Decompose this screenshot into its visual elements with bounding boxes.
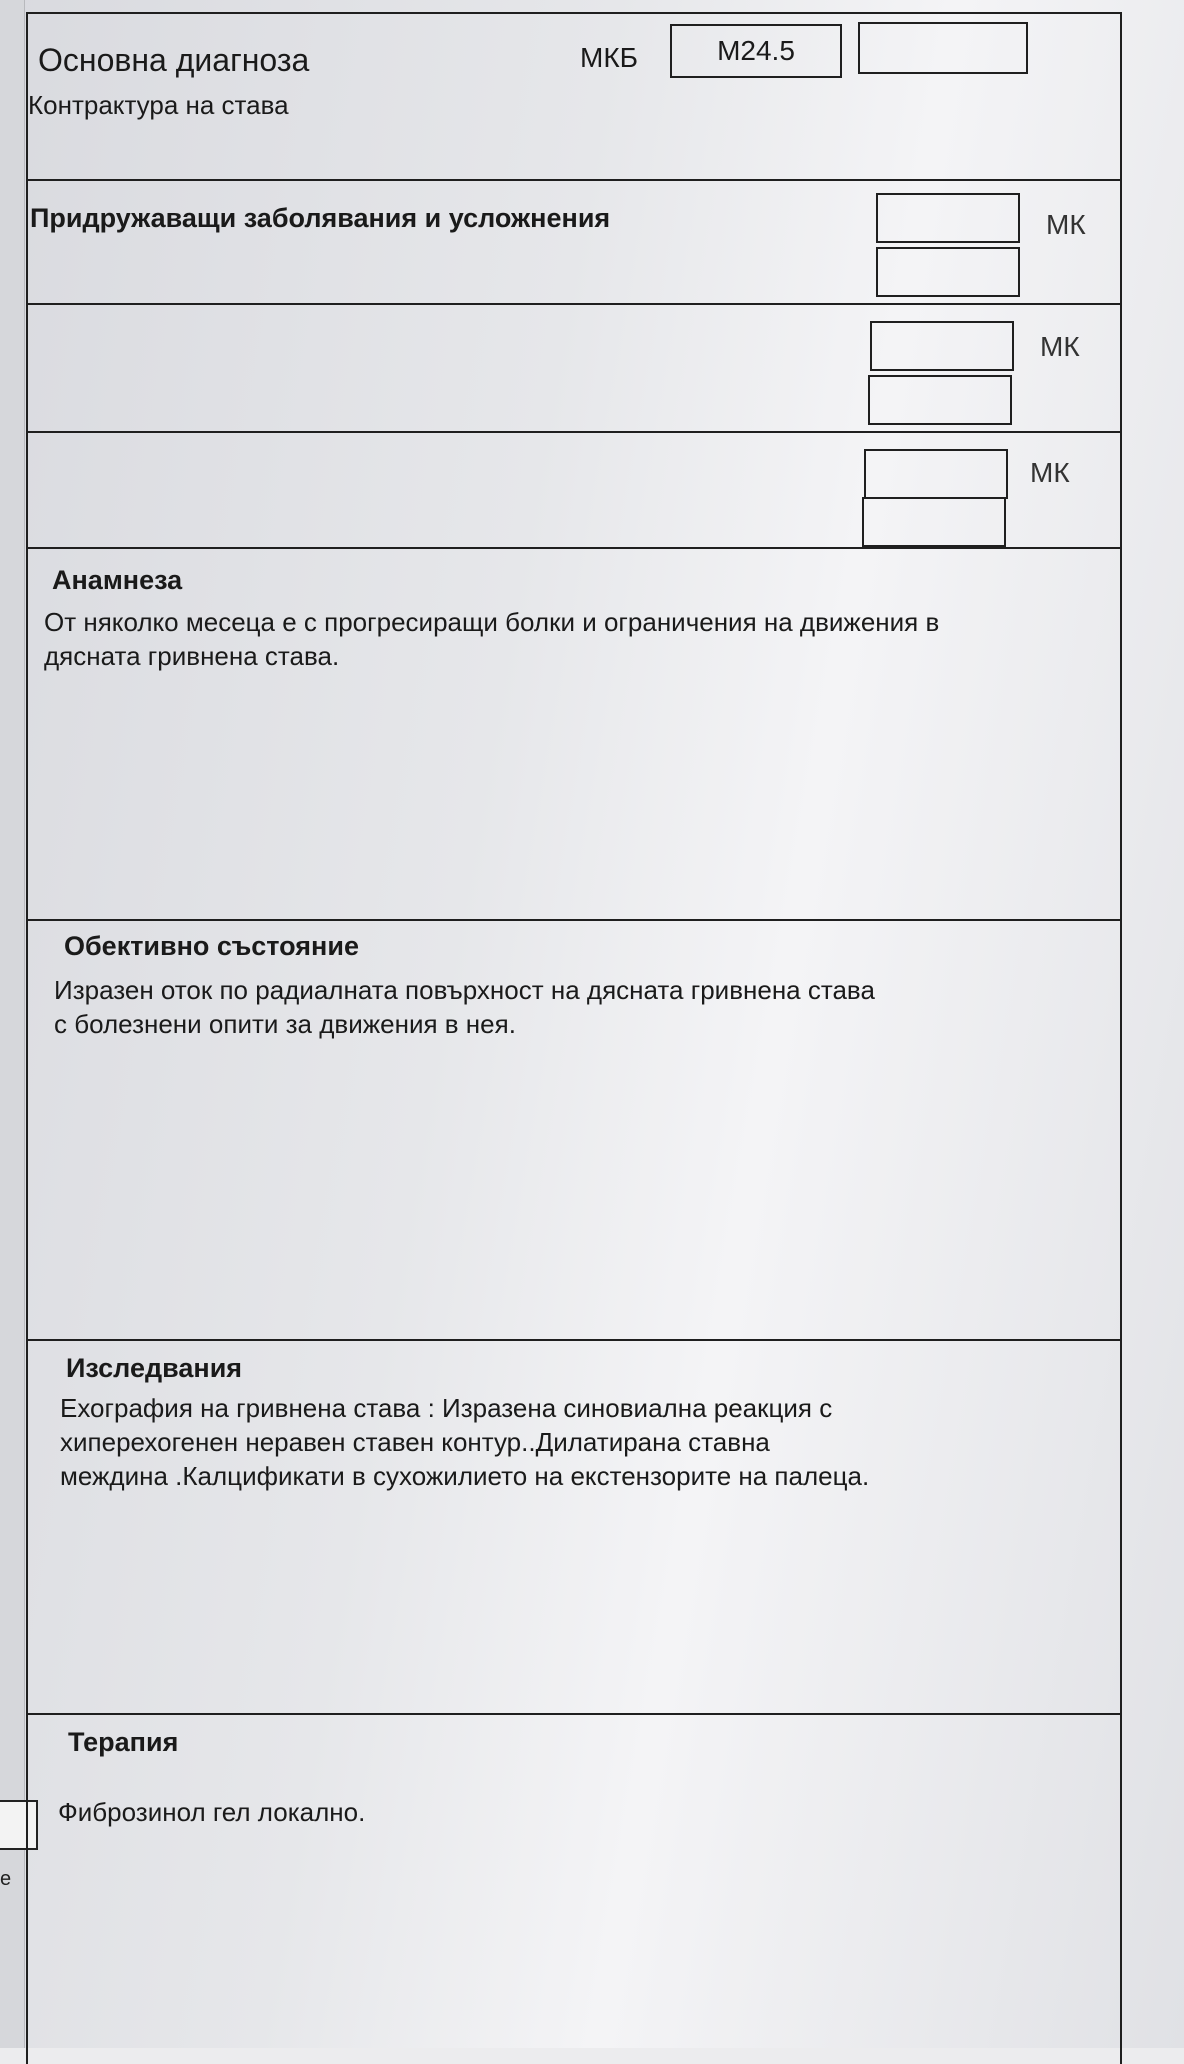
therapy-section [28,1713,1120,2053]
medical-form [26,12,1122,2064]
comorbidity-row-2 [28,303,1120,431]
comorbidities-title: Придружаващи заболявания и усложнения [30,203,611,233]
anamnesis-line: дясната гривнена става. [44,641,340,671]
comorbidity-code-box [876,193,1020,243]
investigations-line: хиперехогенен неравен ставен контур..Дилатирана ставна [60,1427,770,1457]
therapy-title: Терапия [68,1727,179,1757]
investigations-line: междина .Калцификати в сухожилието на екстензорите на палеца. [60,1461,870,1491]
main-diagnosis-text: Контрактура на става [28,90,289,120]
main-diagnosis-section [28,14,1120,179]
anamnesis-text [44,605,1084,673]
mkb-label: МКБ [580,42,639,73]
comorbidity-code-box [876,247,1020,297]
mkb-code-box: M24.5 [670,24,842,78]
main-diagnosis-title: Основна диагноза [38,42,310,78]
comorbidity-code-box [868,375,1012,425]
margin-text-fragment: е [0,1868,12,1890]
mk-label: МК [1046,209,1086,240]
investigations-section [28,1339,1120,1713]
mkb-extra-box [858,22,1028,74]
mk-label: МК [1030,457,1070,488]
therapy-text: Фиброзинол гел локално. [58,1797,366,1827]
comorbidity-code-box [870,321,1014,371]
investigations-line: Ехография на гривнена става : Изразена синовиална реакция с [60,1393,833,1423]
comorbidity-row-1 [28,179,1120,303]
previous-page-edge [0,0,25,2048]
anamnesis-line: От няколко месеца е с прогресиращи болки и ограничения на движения в [44,607,940,637]
anamnesis-title: Анамнеза [52,565,183,595]
anamnesis-section [28,547,1120,919]
objective-title: Обективно състояние [64,931,359,961]
objective-text [54,973,1094,1041]
comorbidity-row-3 [28,431,1120,547]
objective-section [28,919,1120,1339]
investigations-text [60,1391,1100,1493]
objective-line: Изразен оток по радиалната повърхност на дясната гривнена става [54,975,875,1005]
objective-line: с болезнени опити за движения в нея. [54,1009,516,1039]
mk-label: МК [1040,331,1080,362]
investigations-title: Изследвания [66,1353,243,1383]
comorbidity-code-box [864,449,1008,499]
comorbidity-code-box [862,497,1006,547]
